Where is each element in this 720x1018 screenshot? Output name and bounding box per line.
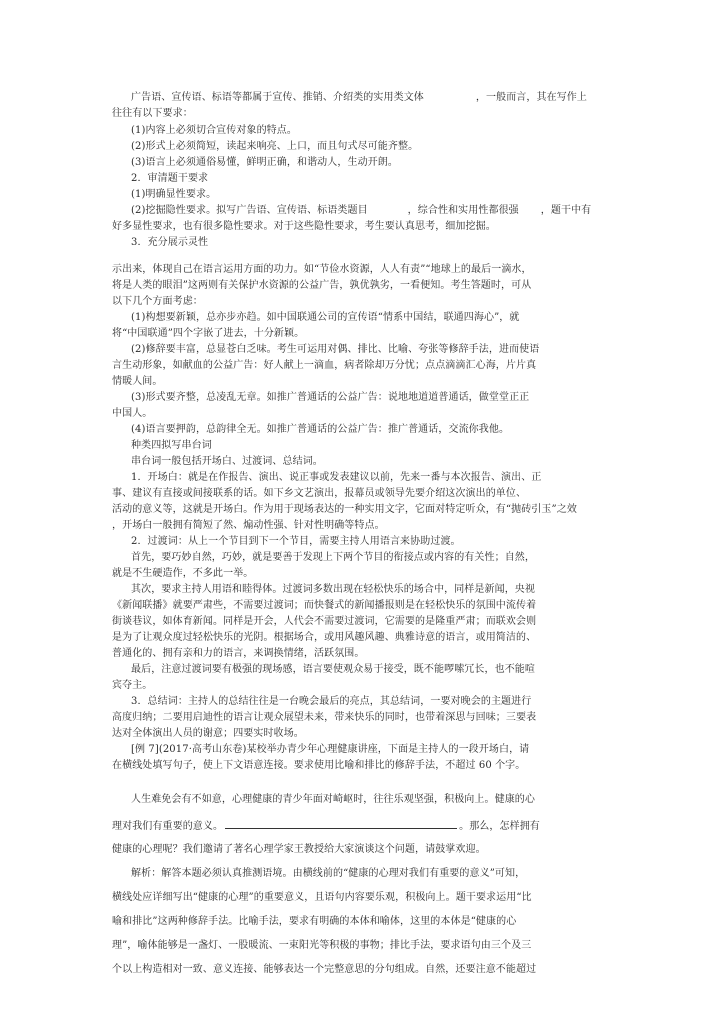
paragraph-line: 街谈巷议，如体育新闻。同样是开会，人代会不需要过渡词，它需要的是隆重严肃；而联欢会则 (112, 616, 537, 627)
paragraph-line (112, 818, 540, 832)
paragraph-line: 将是人类的眼泪”这两则有关保护水资源的公益广告，孰优孰劣，一看便知。考生答题时，可从 (112, 280, 532, 291)
paragraph-line: 宾夺主。 (112, 680, 153, 691)
paragraph-line: 健康的心理呢？我们邀请了著名心理学家王教授给大家演谈这个问题，请鼓掌欢迎。 (112, 844, 486, 855)
list-item: (1)内容上必须切合宣传对象的特点。 (131, 125, 297, 136)
paragraph-line: 最后，注意过渡词要有极强的现场感，语言要使观众易于接受，既不能啰嗦冗长，也不能喧 (131, 664, 535, 675)
example-heading: [例 7](2017·高考山东卷)某校举办青少年心理健康讲座，下面是主持人的一段开场白，请 (131, 744, 530, 755)
paragraph-line: (1)构想要新颖，总亦步亦趋。如中国联通公司的宣传语“情系中国结，联通四海心”，就 (131, 312, 520, 323)
paragraph-line: 活动的意义等，这就是开场白。作为用于现场表达的一种实用文字，它面对特定听众，有“抛砖引玉”之效 (112, 504, 577, 515)
paragraph-line: 就是不生硬造作，不多此一举。 (112, 568, 254, 579)
paragraph-line: 将“中国联通”四个字嵌了进去，十分新颖。 (112, 328, 305, 339)
list-item: (2)形式上必须简短，读起来响亮、上口，而且句式尽可能齐整。 (131, 141, 419, 152)
analysis-line: 解析：解答本题必须认真推测语境。由横线前的“健康的心理对我们有重要的意义”可知， (131, 868, 526, 879)
paragraph-line: 个以上构造相对一致、意义连接、能够表达一个完整意思的分句组成。自然，还要注意不能超过 (112, 964, 537, 975)
paragraph-line: 事、建议有直接或间接联系的话。如下乡文艺演出，报幕员或领导先要介绍这次演出的单位、 (112, 488, 527, 499)
paragraph-line (131, 91, 587, 105)
paragraph-line: 中国人。 (112, 408, 153, 419)
paragraph-line: 是为了让观众度过轻松快乐的光阴。根据场合，或用风趣风趣、典雅诗意的语言，或用简洁的、 (112, 632, 537, 643)
section-heading: 种类四拟写串台词 (131, 440, 212, 451)
paragraph-line: 言生动形象，如献血的公益广告：好人献上一滴血，病者除却万分忧；点点滴滴汇心海，片片真 (112, 360, 537, 371)
paragraph-line: 串台词一般包括开场白、过渡词、总结词。 (131, 456, 323, 467)
answer-blank[interactable] (225, 818, 457, 829)
paragraph-line: 3．总结词：主持人的总结往往是一台晚会最后的亮点，其总结词，一要对晚会的主题进行 (131, 696, 532, 707)
paragraph-line: 1．开场白：就是在作报告、演出、说正事或发表建议以前，先来一番与本次报告、演出、正 (131, 472, 542, 483)
paragraph-line: (3)形式要齐整，总凌乱无章。如推广普通话的公益广告：说地地道道普通话，做堂堂正正 (131, 392, 530, 403)
section-heading: 2．审清题干要求 (131, 173, 209, 184)
paragraph-line: 理”，喻体能够是一盏灯、一股暖流、一束阳光等积极的事物；排比手法，要求语句由三个及三 (112, 940, 532, 951)
paragraph-line: 首先，要巧妙自然，巧妙，就是要善于发现上下两个节目的衔接点或内容的有关性；自然， (131, 552, 535, 563)
text-segment: 广告语、宣传语、标语等都属于宣传、推销、介绍类的实用类文体 (131, 92, 424, 103)
paragraph-line: 情暖人间。 (112, 376, 163, 387)
paragraph-line: 人生难免会有不如意，心理健康的青少年面对崎岖时，往往乐观坚强，积极向上。健康的心 (131, 794, 535, 805)
section-heading: 3．充分展示灵性 (131, 237, 209, 248)
paragraph-line: 示出来，体现自己在语言运用方面的功力。如“节俭水资源，人人有责”“地球上的最后一滴水， (112, 264, 532, 275)
paragraph-line: 往往有以下要求： (112, 108, 193, 119)
paragraph-line: (4)语言要押韵，总韵律全无。如推广普通话的公益广告：推广普通话，交流你我他。 (131, 424, 510, 435)
text-segment: 理对我们有重要的意义。 (112, 821, 224, 832)
paragraph-line: 《新闻联播》就要严肃些，不需要过渡词；而快餐式的新闻播报则是在轻松快乐的氛围中流传着 (112, 600, 537, 611)
text-segment: 。那么，怎样拥有 (459, 821, 540, 832)
paragraph-line: 在横线处填写句子，使上下文语意连接。要求使用比喻和排比的修辞手法，不超过 60 个字。 (112, 760, 526, 771)
paragraph-line: 普通化的、拥有亲和力的语言，来调换情绪，活跃氛围。 (112, 648, 365, 659)
paragraph-line (131, 204, 591, 218)
paragraph-line: 喻和排比”这两种修辞手法。比喻手法，要求有明确的本体和喻体，这里的本体是“健康的心 (112, 916, 517, 927)
text-segment: ，题干中有 (540, 205, 592, 216)
paragraph-line: 2．过渡词：从上一个节目到下一个节目，需要主持人用语言来协助过渡。 (131, 536, 461, 547)
paragraph-line: 横线处应详细写出“健康的心理”的重要意义，且语句内容要乐观，积极向上。题干要求运用“比 (112, 892, 532, 903)
list-item: (1)明确显性要求。 (131, 189, 217, 200)
paragraph-line: 其次，要求主持人用语和睦得体。过渡词多数出现在轻松快乐的场合中，同样是新闻，央视 (131, 584, 535, 595)
paragraph-line: ，开场白一般拥有简短了然、煽动性强、针对性明确等特点。 (112, 520, 385, 531)
paragraph-line: 以下几个方面考虑： (112, 296, 203, 307)
text-segment: ，综合性和实用性都很强 (407, 205, 519, 216)
paragraph-line: (2)修辞要丰富，总显苍白乏味。考生可运用对偶、排比、比喻、夸张等修辞手法，进而使语 (131, 344, 540, 355)
paragraph-line: 好多显性要求，也有很多隐性要求。对于这些隐性要求，考生要认真思考，细加挖掘。 (112, 221, 496, 232)
text-segment: ，一般而言，其在写作上 (475, 92, 588, 103)
paragraph-line: 达对全体演出人员的谢意；四要实时收场。 (112, 728, 304, 739)
text-segment: (2)挖掘隐性要求。拟写广告语、宣传语、标语类题目 (131, 205, 368, 216)
list-item: (3)语言上必须通俗易懂，鲜明正确，和谐动人，生动开朗。 (131, 157, 398, 168)
paragraph-line: 高度归纳；二要用启迪性的语言让观众展望未来，带来快乐的同时，也带着深思与回味；三要表 (112, 712, 537, 723)
